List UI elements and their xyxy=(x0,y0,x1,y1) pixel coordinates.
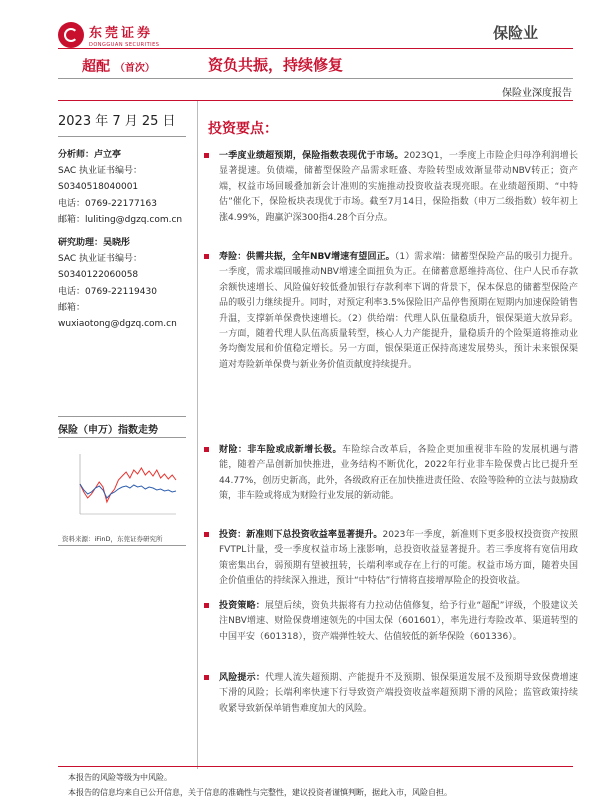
footer-line-2: 本报告的信息均来自已公开信息，关于信息的准确性与完整性，建议投资者谨慎判断，据此入市，风险自担。 xyxy=(68,788,452,797)
brand-logo xyxy=(58,22,159,48)
assistant-name: 吴晓彤 xyxy=(103,238,131,248)
header-divider xyxy=(58,48,573,49)
chart-source: 资料来源：iFinD，东莞证券研究所 xyxy=(62,535,163,543)
bullet-icon xyxy=(204,675,209,680)
point-5-text: 展望后续，资负共振将有力拉动估值修复，给予行业“超配”评级，个股建议关注NBV增速、财险保费增速领先的中国太保（601601），率先进行寿险改革、渠道转型的中国平安（601318），资产端弹性较大、估值较低的新华保险（601336）。 xyxy=(219,601,578,642)
analyst-label: 分析师： xyxy=(58,150,95,160)
point-3-heading: 财险：非车险或成新增长极。 xyxy=(219,445,342,455)
bullet-icon xyxy=(204,603,209,608)
series-line-2 xyxy=(80,484,176,498)
point-4-text: 2023年一季度，新准则下更多股权投资资产按照FVTPL计量，受一季度权益市场上涨影响，总投资收益显著提升。若三季度将有宽信用政策密集出台，弱预期有望被扭转，长端利率或存在上行的可能。权益市场方面，随着央国企价值重估的持续深入推进，预计“中特估”行情将直接增厚险企的投资收益。 xyxy=(219,530,578,587)
logo-en: DONGGUAN SECURITIES xyxy=(89,42,160,48)
point-2-heading: 寿险：供需共振，全年NBV增速有望回正。 xyxy=(219,252,395,262)
column-divider xyxy=(197,101,198,769)
rating-value: 超配 xyxy=(82,59,110,75)
point-6-heading: 风险提示： xyxy=(219,673,266,683)
point-3-text: 车险综合改革后，各险企更加重视非车险的发展机遇与潜能，随着产品创新加快推进，业务结构不断优化，2022年行业非车险保费占比已提升至44.77%，创历史新高，此外，各级政府正在加快推进责任险、农险等险种的立法与鼓励政策，非车险或将成为财险行业发展的新动能。 xyxy=(219,445,578,502)
point-6 xyxy=(208,671,578,717)
point-2-text: （1）需求端：储蓄型保险产品的吸引力提升。一季度，需求端回暖推动NBV增速全面扭负为正。在储蓄意愿维持高位、住户人民币存款余额快速增长、风险偏好较低叠加银行存款利率下调的背景下，保本保息的储蓄型保险产品的吸引力继续提升。同时，对预定利率3.5%保险旧产品停售预期在短期内加速保险销售升温，支撑新单保费快速增长。（2）供给端：代理人队伍量稳质升，银保渠道大放异彩。一方面，随着代理人队伍高质量转型，核心人力产能提升，量稳质升的个险渠道将推动业务均衡发展和价值稳定增长。另一方面，银保渠道正保持高速发展势头，预计未来银保渠道对寿险新单保费与新业务价值贡献度持续提升。 xyxy=(219,252,578,370)
analyst-block xyxy=(58,147,182,228)
analyst-email: 邮箱：luliting@dgzq.com.cn xyxy=(58,214,183,225)
footer-line-1: 本报告的风险等级为中风险。 xyxy=(68,773,172,782)
logo-mark-icon xyxy=(58,22,84,48)
index-chart xyxy=(58,440,188,530)
point-5-heading: 投资策略： xyxy=(219,601,265,611)
point-2 xyxy=(208,250,578,373)
assistant-phone: 电话：0769-22119430 xyxy=(58,286,157,297)
point-1-text: 2023Q1，一季度上市险企归母净利润增长显著提速。负债端，储蓄型保险产品需求旺盛、寿险转型成效渐显带动NBV转正；资产端，权益市场回暖叠加新会计准则的实施推动投资收益表现亮眼。在业绩超预期、“中特估”催化下，保险板块表现优于市场。截至7月14日，保险指数（申万二级指数）较年初上涨4.99%，跑赢沪深300指4.28个百分点。 xyxy=(219,151,578,223)
chart-top-divider xyxy=(58,416,186,417)
analyst-phone: 电话：0769-22177163 xyxy=(58,198,157,209)
rating xyxy=(82,56,155,76)
industry-label: 保险业 xyxy=(492,24,538,42)
report-title: 资负共振，持续修复 xyxy=(208,56,344,74)
rating-note: （首次） xyxy=(114,63,155,74)
chart-title: 保险（申万）指数走势 xyxy=(58,425,158,436)
point-6-text: 代理人流失超预期、产能提升不及预期、银保渠道发展不及预期导致保费增速下滑的风险；长端利率快速下行导致资产端投资收益率超预期下滑的风险；监管政策持续收紧导致新保单销售难度加大的风险。 xyxy=(219,673,578,714)
report-date: 2023 年 7 月 25 日 xyxy=(58,114,176,129)
series-line-1 xyxy=(80,468,176,502)
point-4 xyxy=(208,528,578,590)
analyst-cert: S0340518040001 xyxy=(58,182,139,193)
footer-divider xyxy=(58,766,573,767)
bullet-icon xyxy=(204,153,209,158)
bullet-icon xyxy=(204,254,209,259)
point-5 xyxy=(208,599,578,645)
point-3 xyxy=(208,443,578,505)
assistant-cert-label: SAC 执业证书编号： xyxy=(58,254,143,265)
title-divider xyxy=(58,78,573,79)
analyst-name: 卢立亭 xyxy=(94,150,122,160)
assistant-block xyxy=(58,235,177,332)
logo-cn: 东莞证券 xyxy=(89,26,154,41)
analyst-cert-label: SAC 执业证书编号： xyxy=(58,166,143,177)
point-1 xyxy=(208,149,578,226)
section-title: 投资要点： xyxy=(208,121,278,137)
point-4-heading: 投资：新准则下总投资收益率显著提升。 xyxy=(219,530,383,540)
report-type: 保险业深度报告 xyxy=(502,88,572,99)
subheader-divider xyxy=(58,100,573,101)
chart-title-divider xyxy=(58,437,186,438)
bullet-icon xyxy=(204,532,209,537)
assistant-email-label: 邮箱： xyxy=(58,302,86,313)
assistant-email: wuxiaotong@dgzq.com.cn xyxy=(58,319,177,330)
chart-bottom-divider xyxy=(58,545,186,546)
bullet-icon xyxy=(204,447,209,452)
assistant-label: 研究助理： xyxy=(58,238,104,248)
point-1-heading: 一季度业绩超预期，保险指数表现优于市场。 xyxy=(219,151,404,161)
assistant-cert: S0340122060058 xyxy=(58,270,139,281)
date-divider xyxy=(58,136,186,137)
